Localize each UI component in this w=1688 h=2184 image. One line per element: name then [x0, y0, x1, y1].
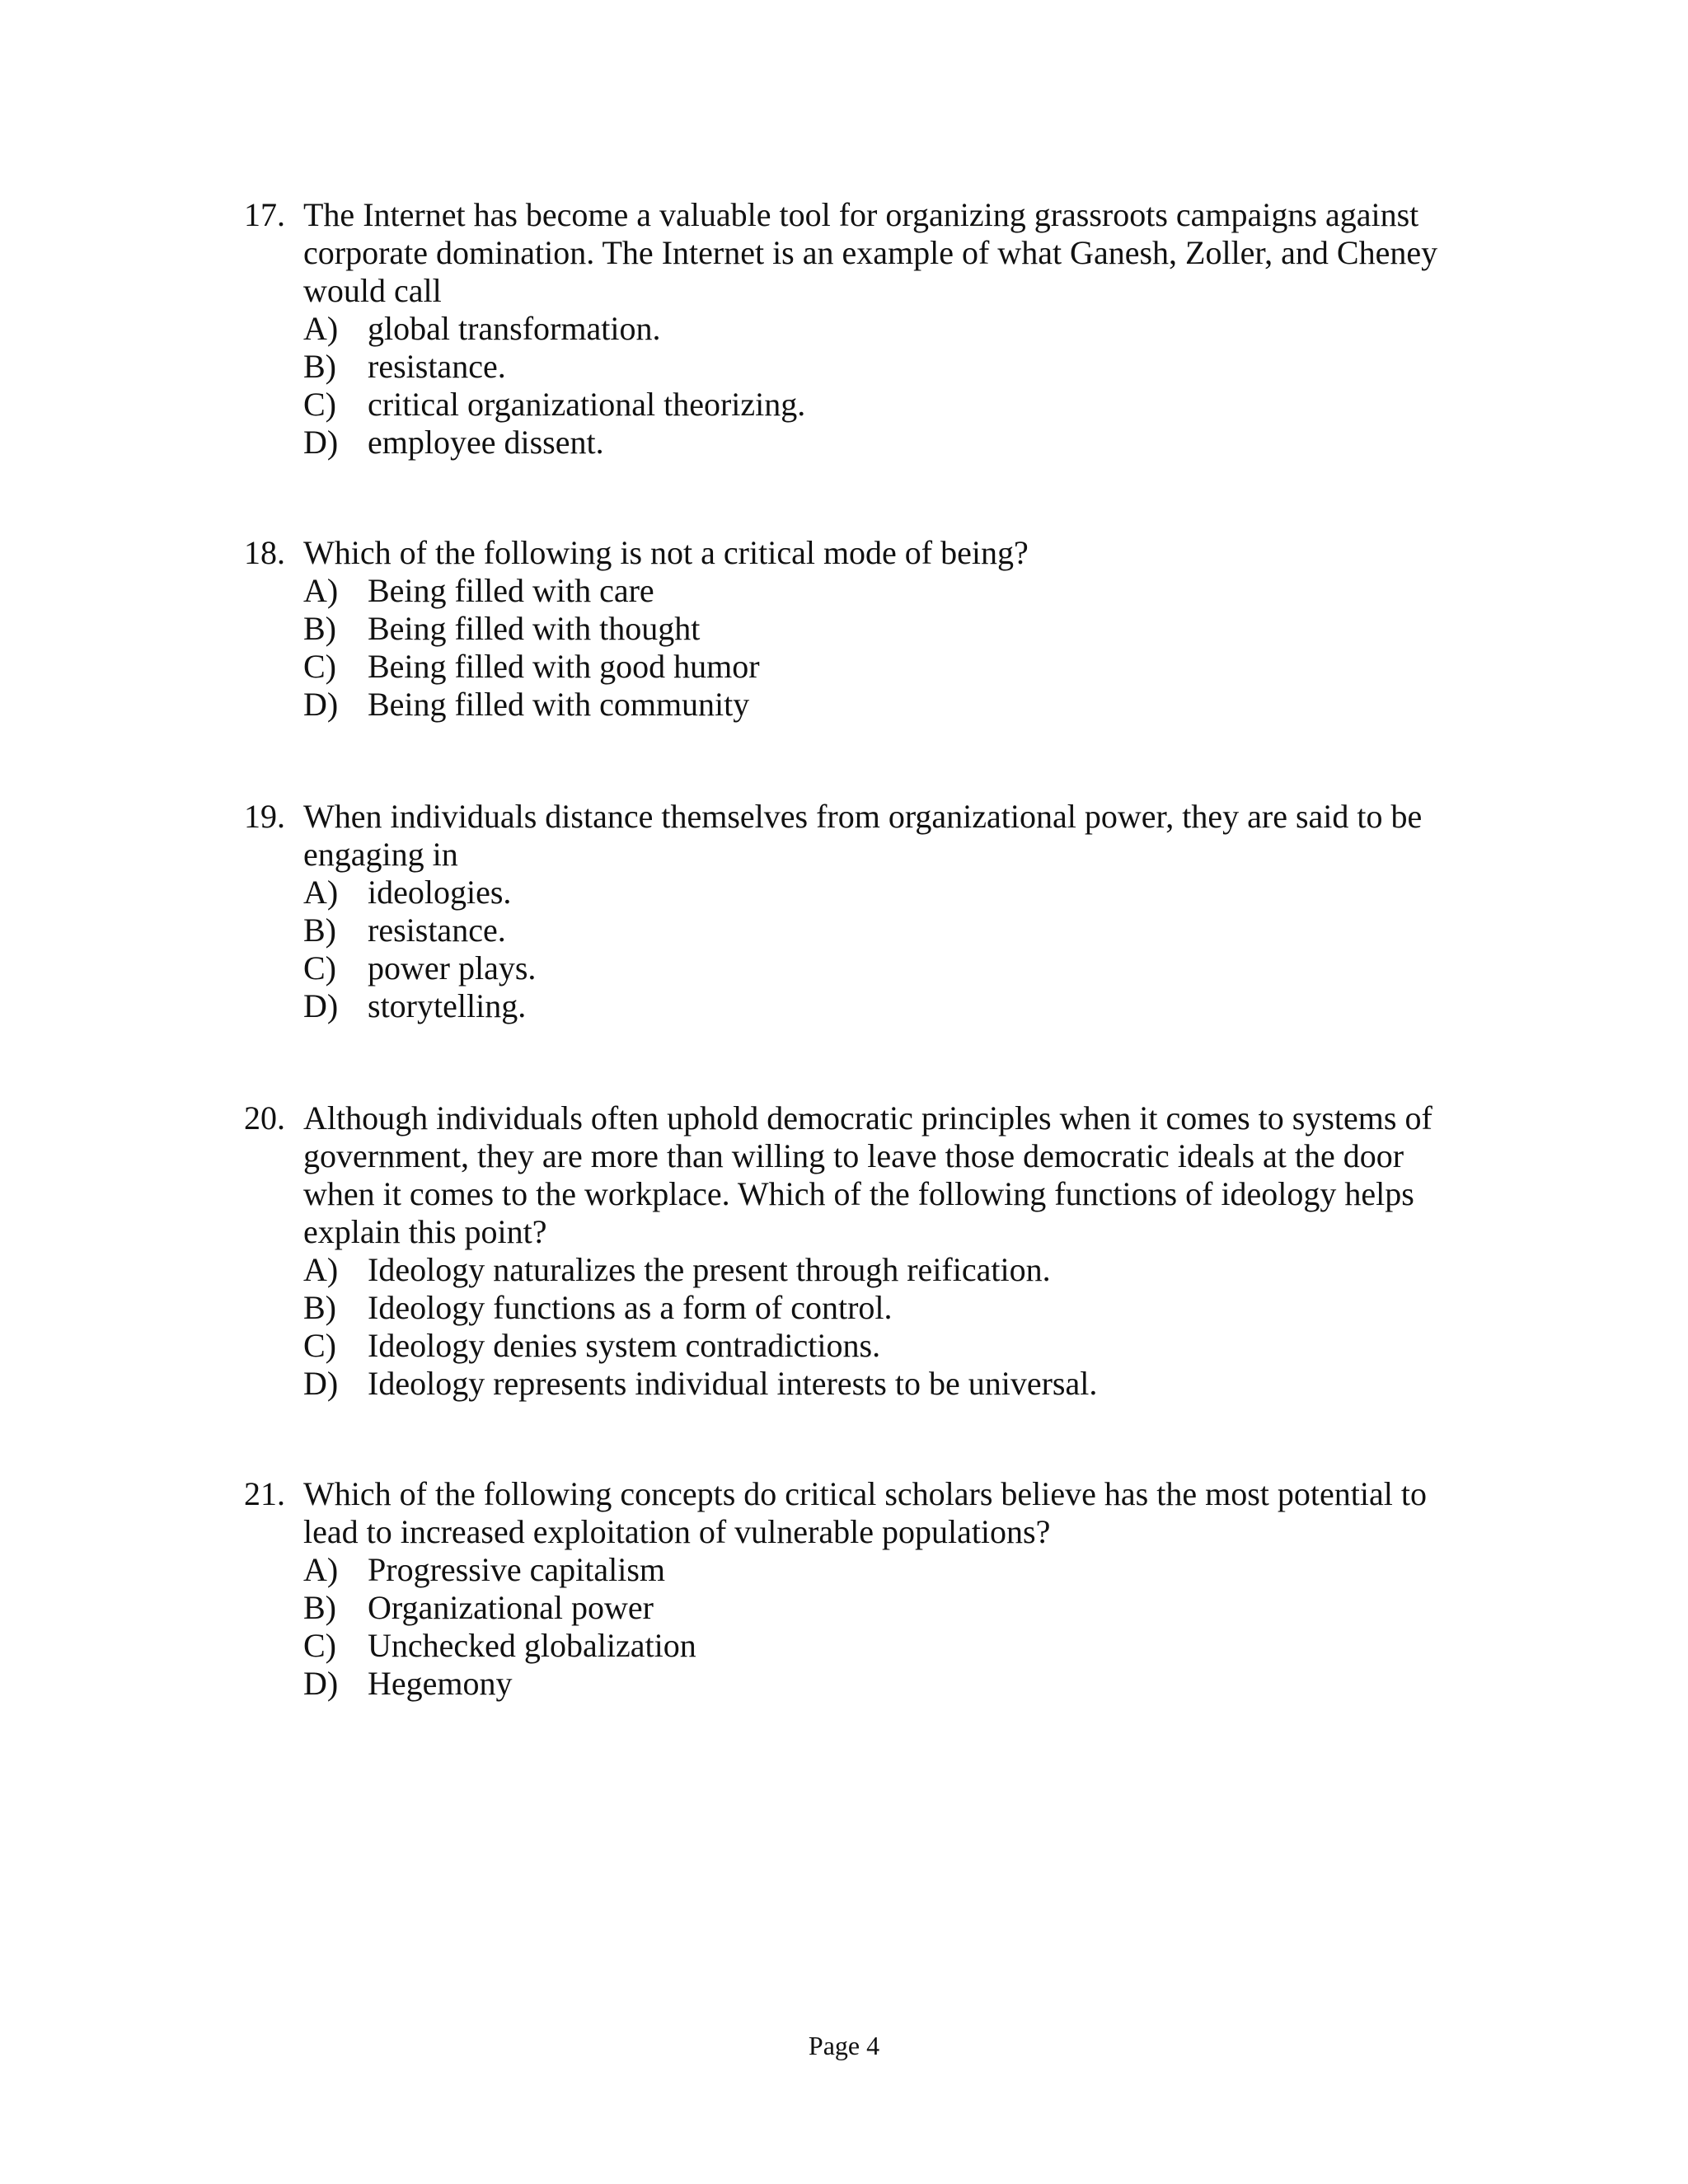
- option-text: Being filled with care: [368, 572, 654, 609]
- option-c: [244, 386, 1456, 424]
- option-text: resistance.: [368, 348, 506, 385]
- option-c: [244, 949, 1456, 987]
- option-b: [244, 1289, 1456, 1327]
- answer-options: [244, 1251, 1456, 1403]
- question-17: [244, 196, 1456, 462]
- option-a: [244, 1551, 1456, 1589]
- option-letter: C): [303, 949, 336, 987]
- option-b: [244, 348, 1456, 386]
- question-stem: [244, 196, 1456, 310]
- answer-options: [244, 874, 1456, 1025]
- answer-options: [244, 1551, 1456, 1703]
- option-letter: B): [303, 1589, 336, 1626]
- option-d: [244, 1365, 1456, 1403]
- question-18: [244, 534, 1456, 724]
- option-c: [244, 1627, 1456, 1665]
- option-letter: C): [303, 1327, 336, 1364]
- option-letter: D): [303, 1665, 339, 1702]
- option-c: [244, 648, 1456, 686]
- option-letter: A): [303, 572, 339, 609]
- option-text: Organizational power: [368, 1589, 654, 1626]
- option-letter: D): [303, 987, 339, 1024]
- question-text: When individuals distance themselves from organizational power, they are said to be engaging in: [303, 798, 1423, 873]
- option-text: Progressive capitalism: [368, 1551, 666, 1588]
- question-text: Which of the following is not a critical mode of being?: [303, 534, 1029, 571]
- option-text: power plays.: [368, 949, 537, 987]
- option-text: Being filled with thought: [368, 610, 701, 647]
- option-text: Ideology represents individual interests to be universal.: [368, 1365, 1098, 1402]
- question-number: 18.: [244, 534, 285, 571]
- question-stem: [244, 534, 1456, 572]
- option-text: resistance.: [368, 912, 506, 949]
- option-text: Hegemony: [368, 1665, 513, 1702]
- answer-options: [244, 310, 1456, 462]
- answer-options: [244, 572, 1456, 724]
- option-letter: C): [303, 648, 336, 685]
- question-text: Which of the following concepts do critical scholars believe has the most potential to lead to increased exploitation of vulnerable populations?: [303, 1475, 1427, 1550]
- option-letter: C): [303, 1627, 336, 1664]
- option-letter: A): [303, 1251, 339, 1288]
- option-letter: C): [303, 386, 336, 423]
- question-number: 20.: [244, 1099, 285, 1137]
- question-text: Although individuals often uphold democratic principles when it comes to systems of government, they are more than willing to leave those democratic ideals at the door when it comes to the workplace. Which of the following functions of ideology helps explain this point?: [303, 1099, 1432, 1250]
- option-d: [244, 686, 1456, 724]
- option-b: [244, 610, 1456, 648]
- option-letter: A): [303, 1551, 339, 1588]
- option-text: Ideology functions as a form of control.: [368, 1289, 893, 1326]
- option-text: global transformation.: [368, 310, 661, 347]
- option-text: employee dissent.: [368, 424, 604, 461]
- question-number: 19.: [244, 798, 285, 835]
- question-stem: [244, 798, 1456, 874]
- option-a: [244, 572, 1456, 610]
- option-d: [244, 987, 1456, 1025]
- option-letter: A): [303, 310, 339, 347]
- option-letter: D): [303, 1365, 339, 1402]
- question-text: The Internet has become a valuable tool for organizing grassroots campaigns against corporate domination. The Internet is an example of what Ganesh, Zoller, and Cheney would call: [303, 196, 1438, 309]
- option-b: [244, 1589, 1456, 1627]
- option-text: Being filled with community: [368, 686, 750, 723]
- option-text: Unchecked globalization: [368, 1627, 696, 1664]
- question-number: 17.: [244, 196, 285, 233]
- question-21: [244, 1475, 1456, 1703]
- question-number: 21.: [244, 1475, 285, 1512]
- option-c: [244, 1327, 1456, 1365]
- option-letter: B): [303, 610, 336, 647]
- option-letter: B): [303, 348, 336, 385]
- option-letter: A): [303, 874, 339, 911]
- page-number-footer: Page 4: [808, 2031, 880, 2060]
- question-stem: [244, 1475, 1456, 1551]
- option-b: [244, 912, 1456, 949]
- question-19: [244, 798, 1456, 1025]
- option-a: [244, 310, 1456, 348]
- option-d: [244, 424, 1456, 462]
- option-text: Being filled with good humor: [368, 648, 760, 685]
- option-letter: D): [303, 424, 339, 461]
- option-a: [244, 874, 1456, 912]
- option-letter: B): [303, 1289, 336, 1326]
- option-text: Ideology naturalizes the present through reification.: [368, 1251, 1051, 1288]
- option-text: ideologies.: [368, 874, 512, 911]
- option-text: critical organizational theorizing.: [368, 386, 806, 423]
- question-20: [244, 1099, 1456, 1403]
- option-letter: B): [303, 912, 336, 949]
- option-letter: D): [303, 686, 339, 723]
- option-text: storytelling.: [368, 987, 527, 1024]
- option-d: [244, 1665, 1456, 1703]
- question-stem: [244, 1099, 1456, 1251]
- option-text: Ideology denies system contradictions.: [368, 1327, 881, 1364]
- option-a: [244, 1251, 1456, 1289]
